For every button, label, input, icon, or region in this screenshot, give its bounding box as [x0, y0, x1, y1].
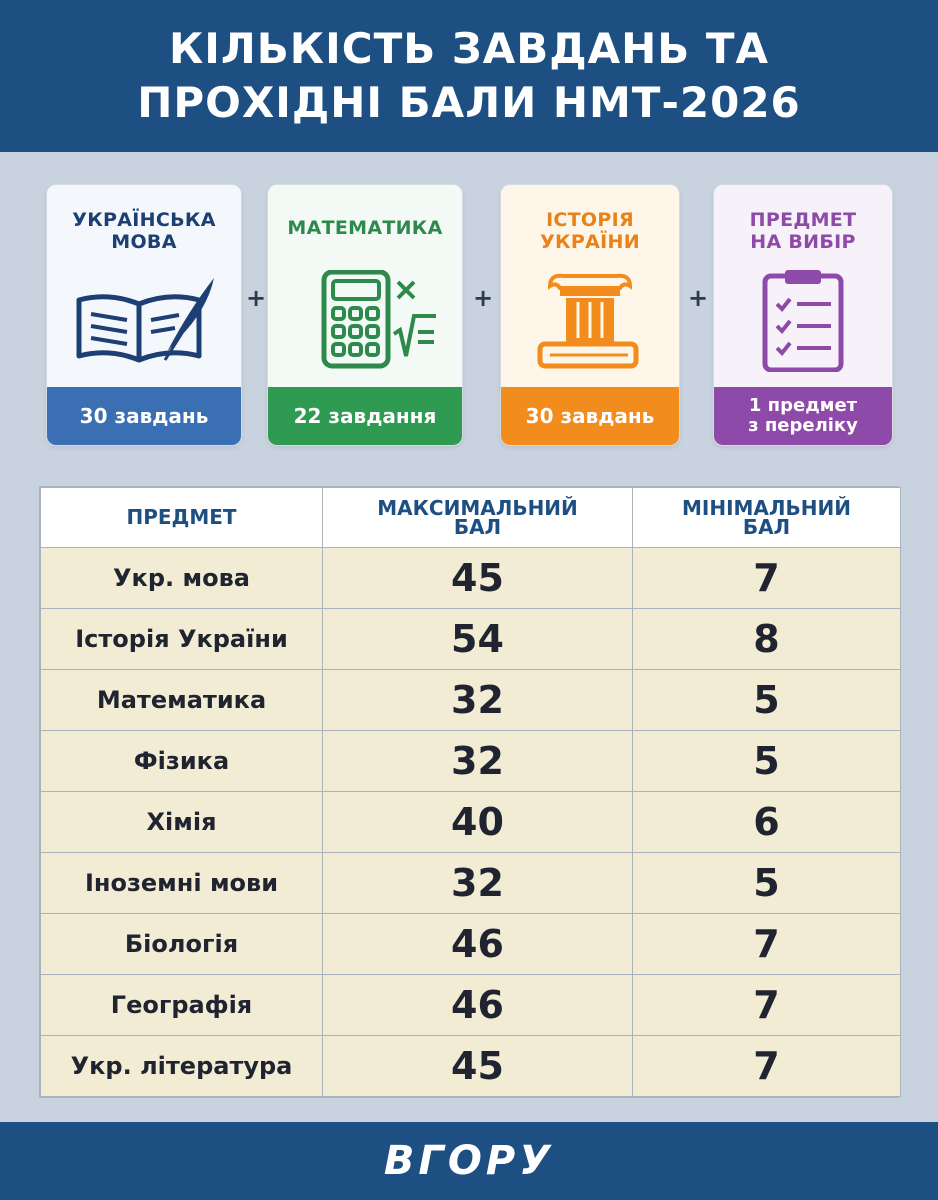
card-tasks-count: 30 завдань — [47, 387, 241, 445]
row-min-score: 5 — [633, 670, 901, 731]
brand-logo: ВГОРУ — [383, 1138, 555, 1184]
header-max-line-1: МАКСИМАЛЬНИЙ — [377, 495, 578, 520]
card-title — [540, 209, 640, 253]
card-elective-subject — [713, 184, 893, 446]
row-max-score: 32 — [323, 670, 633, 731]
row-min-score: 6 — [633, 792, 901, 853]
card-title-line-1: ІСТОРІЯ — [546, 209, 634, 231]
table-row — [41, 731, 901, 792]
card-title-line-2: УКРАЇНИ — [540, 231, 640, 253]
header-min-line-2: БАЛ — [742, 514, 791, 539]
table-row — [41, 1036, 901, 1097]
card-footer-line-1: 1 предмет — [748, 395, 858, 416]
row-max-score: 46 — [323, 975, 633, 1036]
row-min-score: 8 — [633, 609, 901, 670]
card-ukrainian-language — [46, 184, 242, 446]
row-subject: Математика — [41, 670, 323, 731]
plus-sign: + — [472, 284, 494, 312]
row-min-score: 7 — [633, 975, 901, 1036]
plus-sign: + — [687, 284, 709, 312]
card-title — [287, 217, 442, 239]
scores-table — [39, 486, 899, 1098]
card-tasks-count: 30 завдань — [501, 387, 679, 445]
column-book-icon — [501, 265, 679, 375]
row-min-score: 5 — [633, 853, 901, 914]
header-max-line-2: БАЛ — [453, 514, 502, 539]
row-max-score: 45 — [323, 548, 633, 609]
row-subject: Укр. література — [41, 1036, 323, 1097]
card-title-line-2: НА ВИБІР — [750, 231, 856, 253]
card-tasks-count — [714, 387, 892, 445]
row-max-score: 54 — [323, 609, 633, 670]
row-min-score: 7 — [633, 914, 901, 975]
card-title — [72, 209, 215, 253]
card-title-line-2: МОВА — [111, 231, 177, 253]
header-banner — [0, 0, 938, 152]
book-quill-icon — [47, 265, 241, 375]
row-subject: Історія України — [41, 609, 323, 670]
card-title-line-1: ПРЕДМЕТ — [749, 209, 857, 231]
card-title — [750, 209, 857, 253]
plus-sign: + — [245, 284, 267, 312]
page-title-line-2: ПРОХІДНІ БАЛИ НМТ-2026 — [137, 78, 801, 127]
row-subject: Іноземні мови — [41, 853, 323, 914]
table-row — [41, 609, 901, 670]
row-subject: Біологія — [41, 914, 323, 975]
row-max-score: 45 — [323, 1036, 633, 1097]
row-max-score: 32 — [323, 731, 633, 792]
row-max-score: 40 — [323, 792, 633, 853]
table-header-row — [41, 488, 901, 548]
header-subject: ПРЕДМЕТ — [41, 488, 323, 548]
header-max-score — [323, 488, 633, 548]
row-subject: Географія — [41, 975, 323, 1036]
table-row — [41, 792, 901, 853]
row-subject: Хімія — [41, 792, 323, 853]
card-title-line-1: УКРАЇНСЬКА — [72, 209, 216, 231]
table-row — [41, 975, 901, 1036]
header-min-score — [633, 488, 901, 548]
row-min-score: 7 — [633, 548, 901, 609]
card-tasks-count: 22 завдання — [268, 387, 462, 445]
row-subject: Укр. мова — [41, 548, 323, 609]
card-history-of-ukraine — [500, 184, 680, 446]
card-title-line-1: МАТЕМАТИКА — [287, 217, 443, 239]
card-mathematics — [267, 184, 463, 446]
footer-banner — [0, 1122, 938, 1200]
card-footer-line-2: з переліку — [748, 415, 858, 436]
table-row — [41, 670, 901, 731]
page-title-line-1: КІЛЬКІСТЬ ЗАВДАНЬ ТА — [168, 24, 770, 73]
table-row — [41, 548, 901, 609]
calculator-icon — [268, 265, 462, 375]
row-max-score: 46 — [323, 914, 633, 975]
row-min-score: 5 — [633, 731, 901, 792]
table-row — [41, 853, 901, 914]
table-row — [41, 914, 901, 975]
row-min-score: 7 — [633, 1036, 901, 1097]
clipboard-checklist-icon — [714, 265, 892, 375]
header-min-line-1: МІНІМАЛЬНИЙ — [682, 495, 851, 520]
row-max-score: 32 — [323, 853, 633, 914]
row-subject: Фізика — [41, 731, 323, 792]
